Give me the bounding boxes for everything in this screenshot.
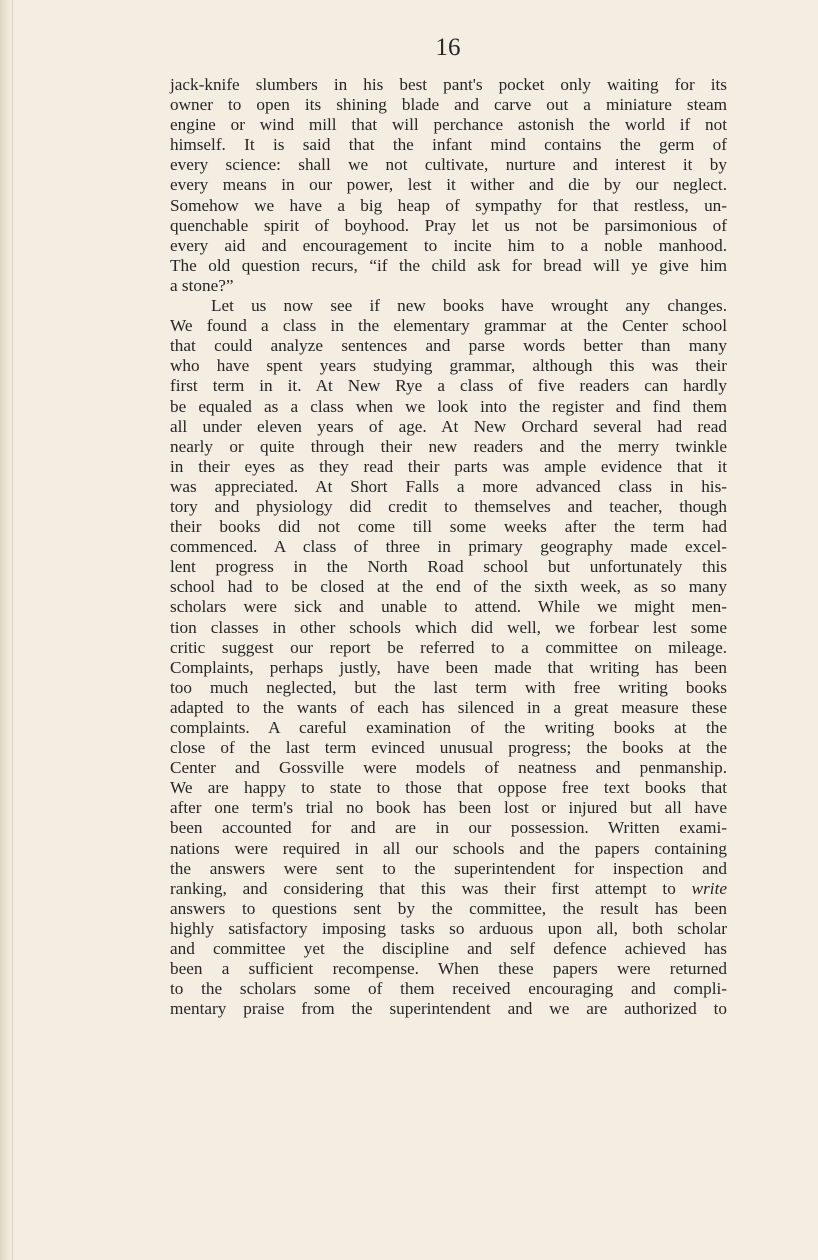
text-line: that could analyze sentences and parse words better than many [170,336,727,356]
text-line: engine or wind mill that will perchance astonish the world if not [170,115,727,135]
text-line-start: ranking, and considering that this was their first attempt to [170,878,676,898]
text-line: adapted to the wants of each has silenced in a great measure these [170,697,727,717]
text-line: owner to open its shining blade and carve out a miniature steam [170,95,727,115]
text-line: complaints. A careful examination of the writing books at the [170,718,727,737]
text-line: in their eyes as they read their parts was ample evidence that it [170,456,727,476]
text-line: lent progress in the North Road school but unfortunately this [170,557,727,577]
text-line: We found a class in the elementary grammar at the Center school [170,316,727,336]
text-line: tion classes in other schools which did well, we forbear lest some [170,617,727,637]
paragraph [170,296,727,1019]
text-line: their books did not come till some weeks after the term had [170,517,727,537]
text-line: after one term's trial no book has been lost or injured but all have [170,798,727,818]
text-line: jack-knife slumbers in his best pant's pocket only waiting for its [170,75,727,94]
italic-word: write [691,878,727,898]
text-line: nearly or quite through their new readers and the merry twinkle [170,436,727,456]
text-line: all under eleven years of age. At New Orchard several had read [170,416,727,436]
text-line: been a sufficient recompense. When these papers were returned [170,959,727,979]
text-line: a stone?” [170,275,234,295]
text-line: highly satisfactory imposing tasks so arduous upon all, both scholar [170,918,727,938]
text-line: be equaled as a class when we look into the register and find them [170,396,727,416]
text-line: scholars were sick and unable to attend. While we might men- [170,597,727,617]
text-line: Somehow we have a big heap of sympathy for that restless, un- [170,195,727,215]
text-line: Center and Gossville were models of neatness and penmanship. [170,758,727,778]
text-line: critic suggest our report be referred to a committee on mileage. [170,637,727,657]
text-line: been accounted for and are in our possession. Written exami- [170,818,727,838]
text-line: We are happy to state to those that oppose free text books that [170,778,727,798]
text-line: the answers were sent to the superintendent for inspection and [170,858,727,878]
text-line: The old question recurs, “if the child ask for bread will ye give him [170,255,727,275]
text-line: commenced. A class of three in primary geography made excel- [170,537,727,557]
text-line [170,879,727,899]
text-line: too much neglected, but the last term with free writing books [170,677,727,697]
page-binding-edge [0,0,13,1260]
text-line: Complaints, perhaps justly, have been made that writing has been [170,657,727,677]
text-line: every means in our power, lest it wither and die by our neglect. [170,175,727,195]
text-line: mentary praise from the superintendent and we are authorized to [170,999,727,1019]
text-line: first term in it. At New Rye a class of five readers can hardly [170,376,727,396]
text-line: and committee yet the discipline and self defence achieved has [170,939,727,959]
body-text [170,75,727,1019]
text-line: tory and physiology did credit to themselves and teacher, though [170,496,727,516]
text-line: every aid and encouragement to incite him to a noble manhood. [170,235,727,255]
text-line: to the scholars some of them received encouraging and compli- [170,979,727,999]
text-line: himself. It is said that the infant mind contains the germ of [170,135,727,155]
text-line: answers to questions sent by the committee, the result has been [170,898,727,918]
text-line: nations were required in all our schools and the papers containing [170,838,727,858]
text-line: who have spent years studying grammar, although this was their [170,356,727,376]
text-line: close of the last term evinced unusual progress; the books at the [170,738,727,758]
text-line: Let us now see if new books have wrought any changes. [211,296,727,316]
text-line: every science: shall we not cultivate, nurture and interest it by [170,155,727,175]
page-number: 16 [435,34,461,61]
paragraph [170,75,727,296]
text-line: quenchable spirit of boyhood. Pray let us not be parsimonious of [170,215,727,235]
text-line: school had to be closed at the end of the sixth week, as so many [170,577,727,597]
text-line: was appreciated. At Short Falls a more advanced class in his- [170,476,727,496]
